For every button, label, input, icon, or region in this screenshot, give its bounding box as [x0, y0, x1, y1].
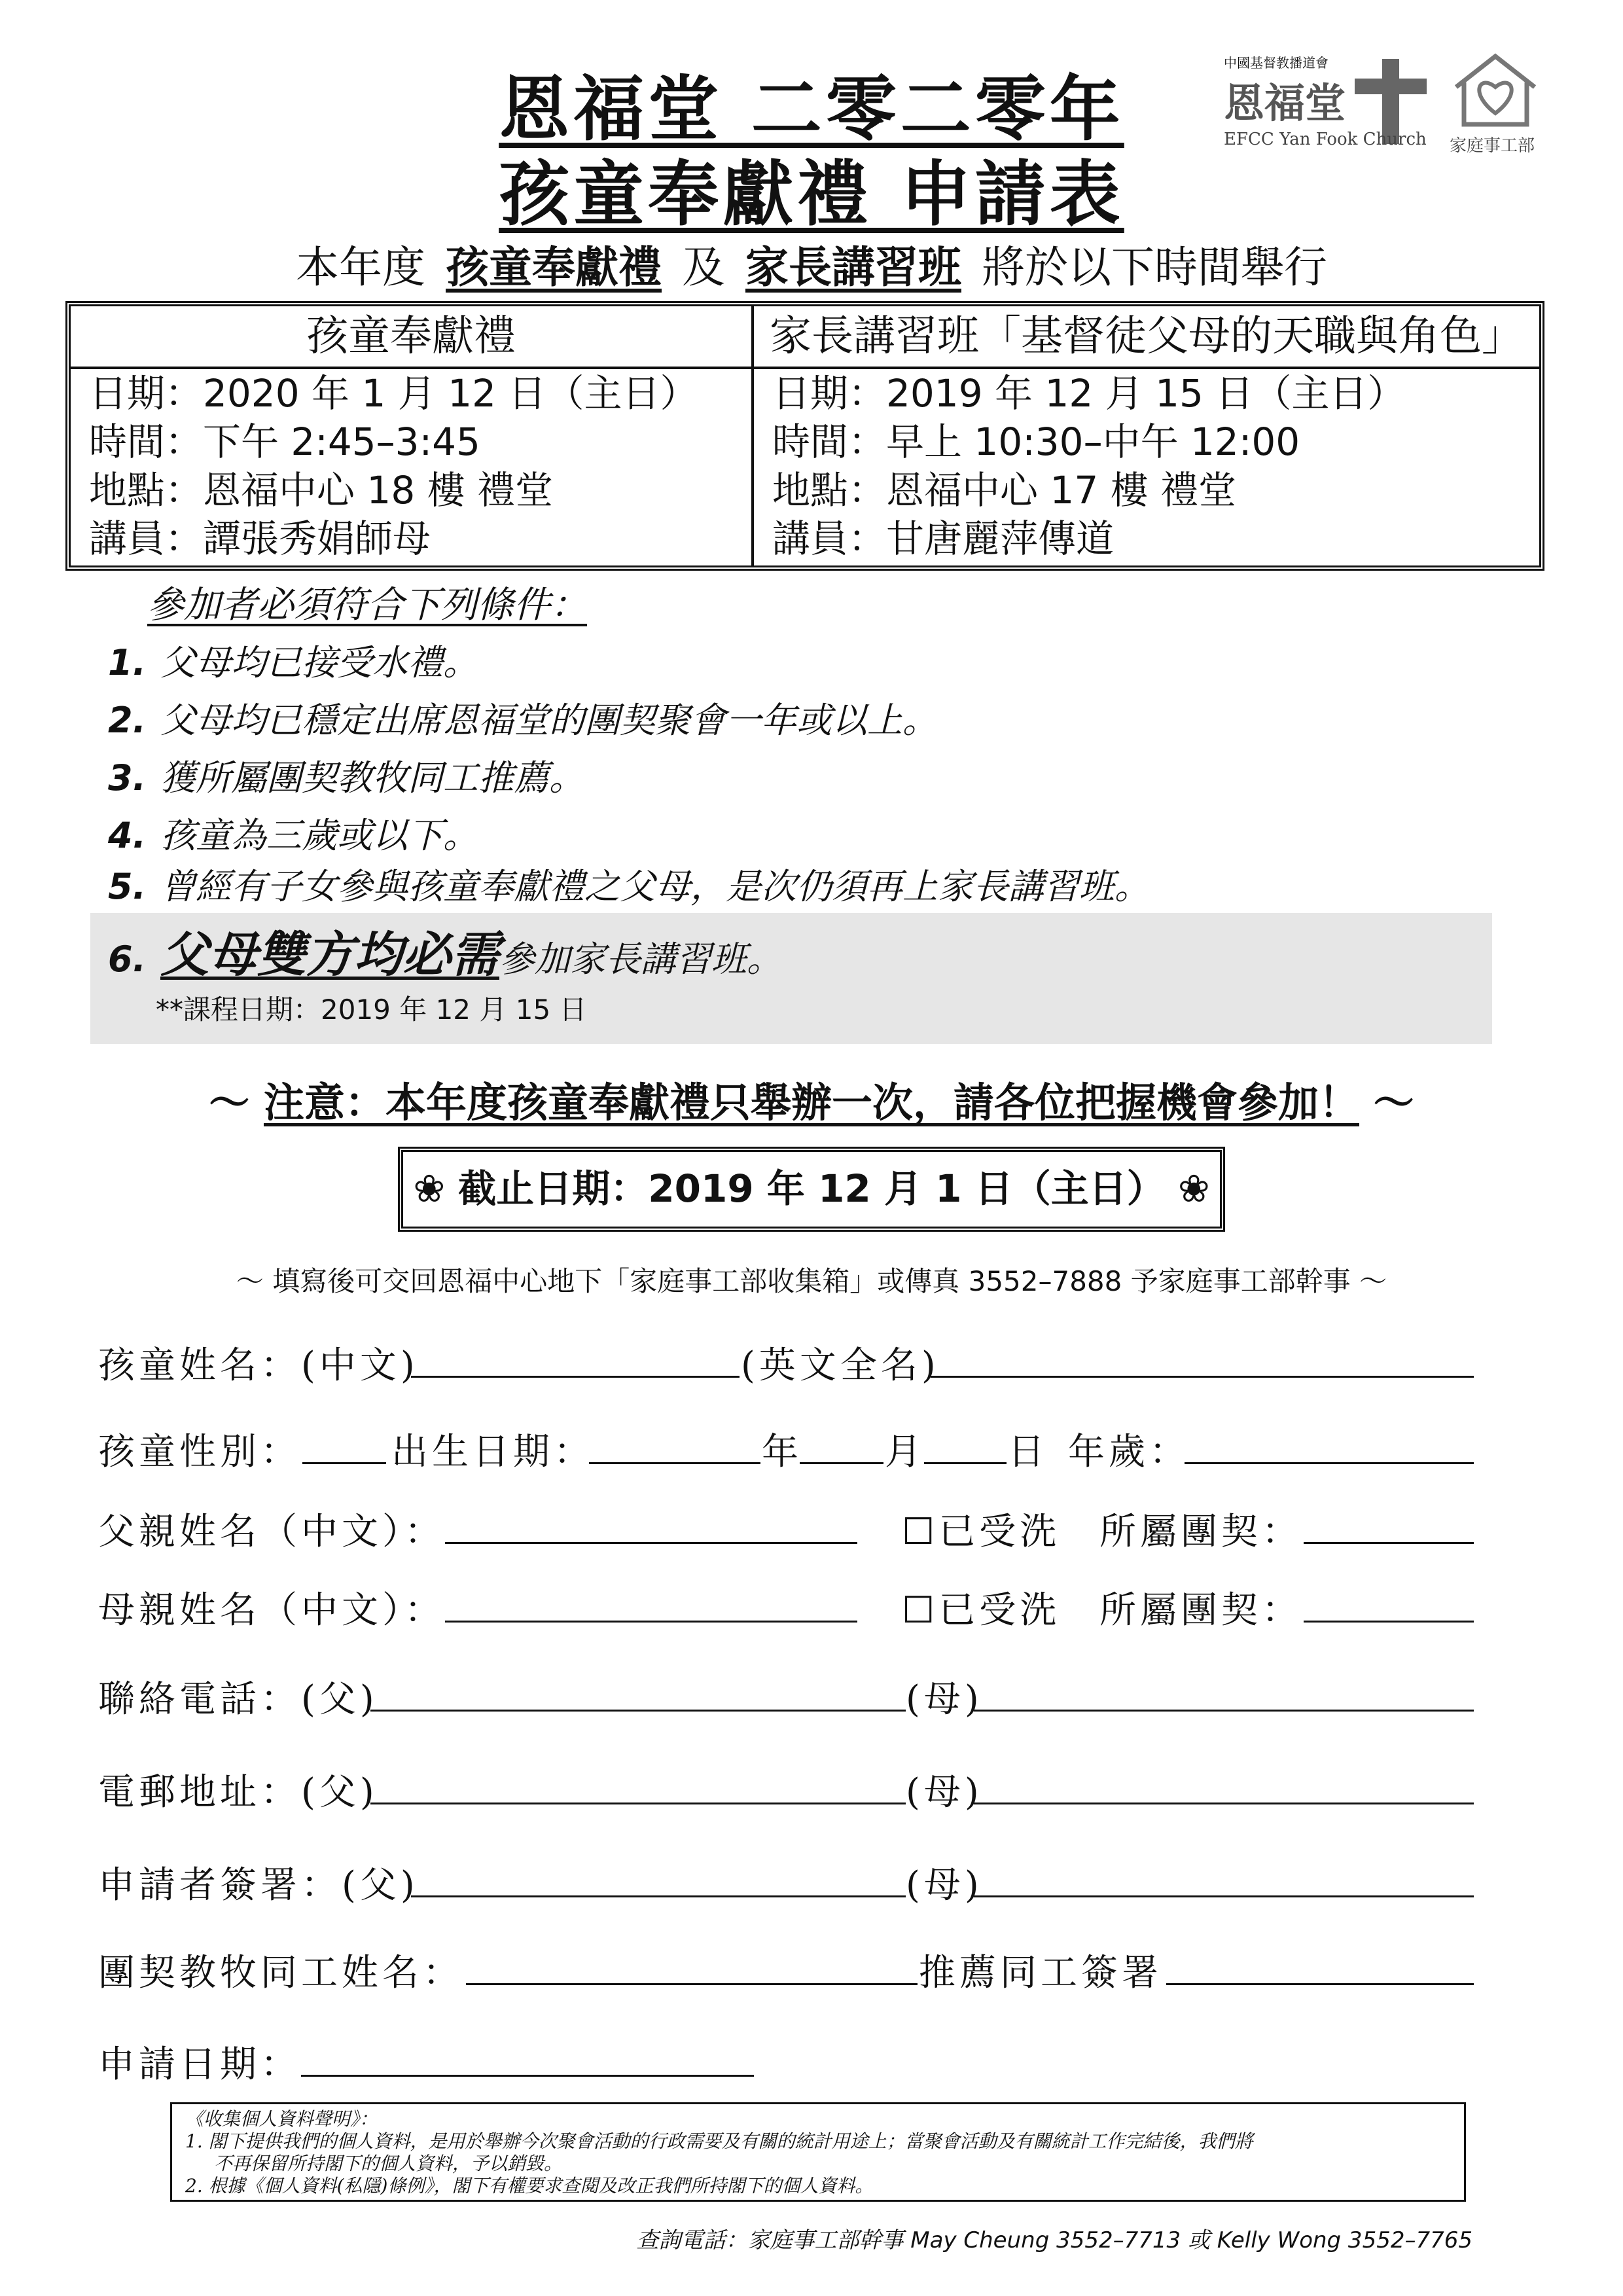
child-name-en-field[interactable] [931, 1376, 1474, 1378]
age-field[interactable] [1185, 1462, 1474, 1464]
child-name-en-label: (英文全名) [741, 1344, 940, 1387]
subtitle-conj: 及 [682, 242, 725, 293]
form-title: 孩童奉獻禮 申請表 [499, 154, 1124, 236]
privacy-item-1: 1. 閣下提供我們的個人資料，是用於舉辦今次聚會活動的行政需要及有關的統計用途上；當聚會活動及有關統計工作完結後，我們將 [185, 2130, 1253, 2152]
birth-year-field[interactable] [589, 1462, 760, 1464]
privacy-item-1-cont: 不再保留所持閣下的個人資料，予以銷毀。 [214, 2153, 563, 2174]
condition-item [108, 859, 1150, 909]
mother-phone-label: (母) [906, 1678, 983, 1721]
return-note-text: 填寫後可交回恩福中心地下「家庭事工部收集箱」或傳真 3552–7888 予家庭事工部幹事 [272, 1265, 1351, 1297]
father-email-field[interactable] [370, 1803, 906, 1804]
month-label: 月 [885, 1431, 925, 1473]
dedication-column [71, 306, 754, 565]
page-title: 恩福堂 二零二零年 [499, 69, 1124, 151]
event-info-table [65, 301, 1544, 571]
dedication-time: 時間：下午 2:45–3:45 [89, 420, 480, 464]
mother-name-label: 母親姓名（中文）： [98, 1589, 445, 1632]
pastor-sign-field[interactable] [1166, 1983, 1474, 1985]
deadline-text: 截止日期：2019 年 12 月 1 日（主日） [458, 1166, 1165, 1211]
parent-class-time: 時間：早上 10:30–中午 12:00 [772, 420, 1300, 464]
pastor-sign-label: 推薦同工簽署 [919, 1952, 1162, 1994]
mother-phone-field[interactable] [974, 1710, 1474, 1712]
flower-icon: ❀ [413, 1166, 446, 1211]
apply-date-label: 申請日期： [98, 2043, 301, 2086]
course-date: **課程日期：2019 年 12 月 15 日 [156, 994, 587, 1026]
subtitle-prefix: 本年度 [296, 242, 426, 293]
parent-class-heading: 家長講習班「基督徒父母的天職與角色」 [754, 306, 1539, 369]
condition-number: 3. [108, 757, 147, 798]
condition-item [108, 635, 478, 685]
condition-item [108, 750, 584, 800]
notice-banner [0, 1070, 1623, 1128]
parent-class-column [754, 306, 1539, 565]
return-instructions [0, 1260, 1623, 1299]
condition-item-6 [108, 916, 782, 986]
apply-date-field[interactable] [301, 2075, 754, 2077]
subtitle-suffix: 將於以下時間舉行 [981, 242, 1327, 293]
birth-month-field[interactable] [800, 1462, 883, 1464]
mother-signature-label: (母) [906, 1864, 983, 1907]
child-name-label: 孩童姓名：(中文) [98, 1344, 419, 1387]
subtitle-event-2: 家長講習班 [745, 242, 961, 293]
father-signature-field[interactable] [411, 1895, 906, 1897]
privacy-statement [170, 2102, 1466, 2202]
dedication-date: 日期：2020 年 1 月 12 日（主日） [89, 371, 698, 416]
child-name-cn-field[interactable] [411, 1376, 740, 1378]
condition-item [108, 692, 938, 743]
subtitle [0, 232, 1623, 295]
email-label: 電郵地址：(父) [98, 1771, 378, 1814]
parent-class-venue: 地點：恩福中心 17 樓 禮堂 [772, 468, 1237, 512]
dedication-venue: 地點：恩福中心 18 樓 禮堂 [89, 468, 554, 512]
condition-6-emphasis: 父母雙方均必需 [160, 927, 499, 983]
birth-day-field[interactable] [924, 1462, 1007, 1464]
flourish-left-icon: ～ [209, 1079, 250, 1126]
condition-item [108, 808, 478, 858]
father-phone-field[interactable] [370, 1710, 906, 1712]
condition-number: 5. [108, 866, 147, 907]
mother-fellowship-field[interactable] [1304, 1621, 1474, 1623]
condition-number: 4. [108, 815, 147, 856]
mother-email-field[interactable] [974, 1803, 1474, 1804]
father-fellowship-label: 所屬團契： [1099, 1511, 1302, 1553]
signature-label: 申請者簽署：(父) [98, 1864, 419, 1907]
logo-dept-text: 家庭事工部 [1450, 136, 1535, 156]
year-label: 年 [762, 1431, 802, 1473]
father-name-field[interactable] [445, 1542, 857, 1544]
logo-english-text: EFCC Yan Fook Church [1224, 130, 1427, 149]
logo-name-text: 恩福堂 [1224, 79, 1346, 127]
mother-signature-field[interactable] [974, 1895, 1474, 1897]
dedication-speaker: 講員：譚張秀娟師母 [89, 516, 431, 561]
deadline-box [398, 1147, 1225, 1232]
phone-label: 聯絡電話：(父) [98, 1678, 378, 1721]
condition-text: 曾經有子女參與孩童奉獻禮之父母，是次仍須再上家長講習班。 [160, 866, 1150, 907]
child-gender-field[interactable] [302, 1462, 386, 1464]
father-baptized-checkbox[interactable]: ☐已受洗 [902, 1511, 1061, 1553]
condition-number: 1. [108, 642, 147, 683]
mother-fellowship-label: 所屬團契： [1099, 1589, 1302, 1632]
age-label: 年歲： [1068, 1431, 1190, 1473]
mother-email-label: (母) [906, 1771, 983, 1814]
child-gender-label: 孩童性別： [98, 1431, 301, 1473]
flower-icon: ❀ [1177, 1166, 1210, 1211]
condition-number: 2. [108, 700, 147, 741]
enquiry-contact: 查詢電話：家庭事工部幹事 May Cheung 3552–7713 或 Kelly Wong 3552–7765 [636, 2227, 1472, 2253]
pastor-name-field[interactable] [466, 1983, 918, 1985]
conditions-title: 參加者必須符合下列條件： [147, 584, 587, 626]
parent-class-speaker: 講員：甘唐麗萍傳道 [772, 516, 1115, 561]
flourish-right-icon: ～ [1373, 1079, 1414, 1126]
father-name-label: 父親姓名（中文）： [98, 1511, 445, 1553]
pastor-name-label: 團契教牧同工姓名： [98, 1952, 463, 1994]
day-label: 日 [1008, 1431, 1048, 1473]
condition-text: 父母均已穩定出席恩福堂的團契聚會一年或以上。 [160, 700, 938, 741]
flourish-left-icon: ～ [236, 1265, 273, 1297]
condition-text: 孩童為三歲或以下。 [160, 815, 478, 856]
mother-name-field[interactable] [445, 1621, 857, 1623]
birth-date-label: 出生日期： [391, 1431, 594, 1473]
privacy-title: 《收集個人資料聲明》： [185, 2108, 378, 2130]
subtitle-event-1: 孩童奉獻禮 [446, 242, 662, 293]
church-logo [1224, 46, 1564, 157]
condition-text: 父母均已接受水禮。 [160, 642, 478, 683]
father-fellowship-field[interactable] [1304, 1542, 1474, 1544]
condition-6-text: 參加家長講習班。 [499, 939, 782, 980]
flourish-right-icon: ～ [1359, 1265, 1387, 1297]
privacy-item-2: 2. 根據《個人資料(私隱)條例》，閣下有權要求查閱及改正我們所持閣下的個人資料。 [185, 2175, 874, 2197]
notice-text: 注意：本年度孩童奉獻禮只舉辦一次，請各位把握機會參加！ [263, 1079, 1359, 1126]
house-heart-icon [1450, 51, 1541, 130]
condition-number: 6. [108, 939, 147, 980]
dedication-heading: 孩童奉獻禮 [71, 306, 751, 369]
condition-text: 獲所屬團契教牧同工推薦。 [160, 757, 584, 798]
parent-class-date: 日期：2019 年 12 月 15 日（主日） [772, 371, 1406, 416]
mother-baptized-checkbox[interactable]: ☐已受洗 [902, 1589, 1061, 1632]
logo-org-text: 中國基督教播道會 [1224, 55, 1329, 71]
